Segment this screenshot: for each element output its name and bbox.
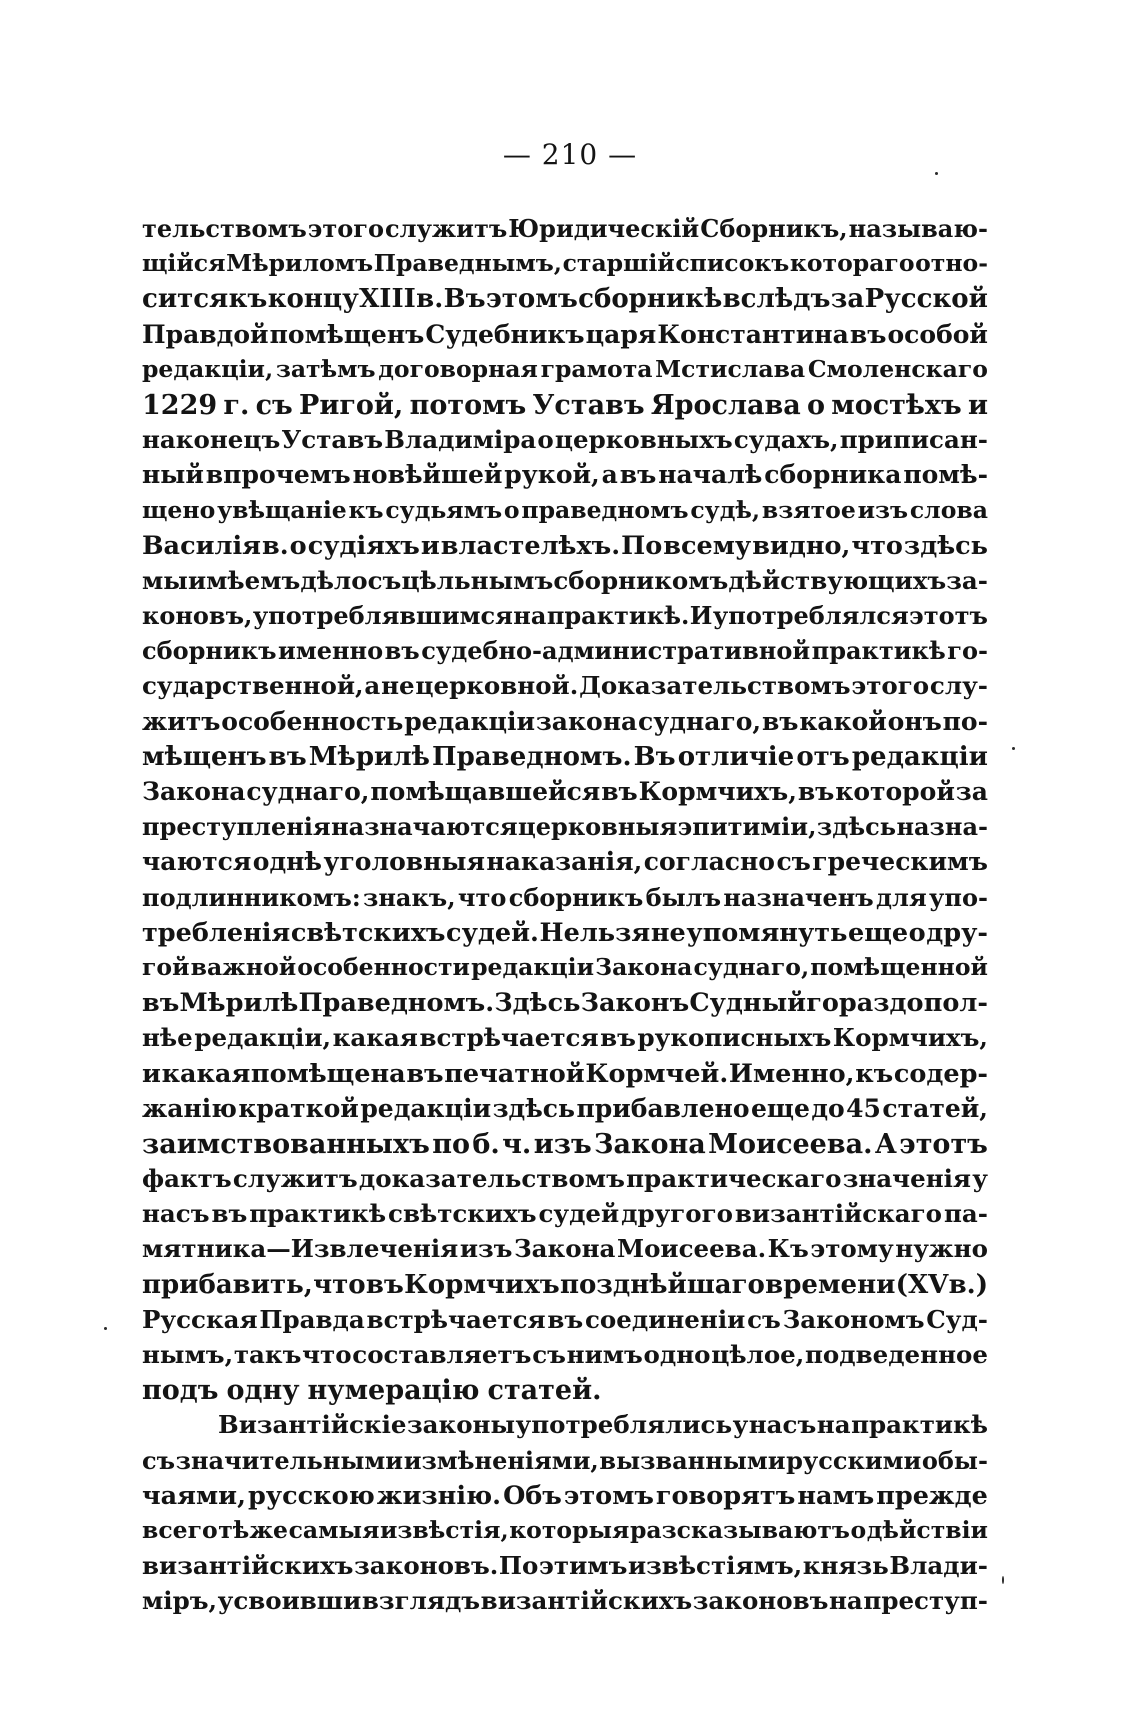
text-line: сится къ концу XIII в. Въ этомъ сборникѣ вслѣдъ за Русской	[142, 284, 988, 315]
text-line: щено увѣщаніе къ судьямъ о праведномъ судѣ, взятое изъ слова	[142, 495, 988, 524]
text-line: чаями, русскою жизнію. Объ этомъ говорятъ намъ прежде	[142, 1480, 988, 1511]
text-line: прибавить, что въ Кормчихъ позднѣйшаго времени (XV в.)	[142, 1269, 988, 1300]
text-line: гой важной особенности редакціи Закона суднаго, помѣщенной	[142, 952, 988, 981]
text-line: подлинникомъ: знакъ, что сборникъ былъ назначенъ для упо-	[142, 882, 988, 912]
text-line: ный впрочемъ новѣйшей рукой, а въ началѣ сборника помѣ-	[142, 460, 988, 490]
text-line: жанію краткой редакціи здѣсь прибавлено еще до 45 статей,	[142, 1093, 988, 1123]
print-speck	[1002, 1576, 1004, 1584]
text-line: преступленія назначаются церковныя эпитиміи, здѣсь назна-	[142, 812, 988, 842]
text-line: съ значительными измѣненіями, вызванными русскими обы-	[142, 1445, 988, 1475]
text-line: сударственной, а не церковной. Доказательствомъ этого слу-	[142, 671, 988, 701]
text-line: наконецъ Уставъ Владиміра о церковныхъ судахъ, приписан-	[142, 425, 988, 455]
text-line: тельствомъ этого служитъ Юридическій Сборникъ, называю-	[142, 214, 988, 243]
text-line: чаются однѣ уголовныя наказанія, согласно съ греческимъ	[142, 847, 988, 877]
text-line: Правдой помѣщенъ Судебникъ царя Константина въ особой	[142, 319, 988, 349]
text-line: насъ въ практикѣ свѣтскихъ судей другого византійскаго па-	[142, 1199, 988, 1229]
text-line: мы имѣемъ дѣло съ цѣльнымъ сборникомъ дѣйствующихъ за-	[142, 565, 988, 595]
text-line: нѣе редакціи, какая встрѣчается въ рукописныхъ Кормчихъ,	[142, 1023, 988, 1053]
text-line: редакціи, затѣмъ договорная грамота Мстислава Смоленскаго	[142, 354, 988, 383]
body-text	[142, 214, 988, 1622]
text-line: 1229 г. съ Ригой, потомъ Уставъ Ярослава о мостѣхъ и	[142, 389, 988, 421]
text-line: фактъ служитъ доказательствомъ практическаго значенія у	[142, 1164, 988, 1194]
text-line: мятника—Извлеченія изъ Закона Моисеева. Къ этому нужно	[142, 1234, 988, 1264]
print-speck	[1012, 747, 1015, 750]
text-line: заимствованныхъ по б. ч. изъ Закона Моисеева. А этотъ	[142, 1128, 988, 1160]
text-line: коновъ, употреблявшимся на практикѣ. И употреблялся этотъ	[142, 601, 988, 631]
text-line: міръ, усвоивши взглядъ византійскихъ законовъ на преступ-	[142, 1586, 988, 1616]
text-line: сборникъ именно въ судебно-административной практикѣ го-	[142, 636, 988, 666]
text-line: подъ одну нумерацію статей.	[142, 1375, 602, 1407]
text-line: въ Мѣрилѣ Праведномъ. Здѣсь Законъ Судный гораздо пол-	[142, 988, 988, 1019]
text-line: Византійскіе законы употреблялись у насъ на практикѣ	[218, 1410, 988, 1440]
text-line: требленія свѣтскихъ судей. Нельзя не упомянуть еще о дру-	[142, 917, 988, 948]
text-line: всего тѣже самыя извѣстія, которыя разсказываютъ о дѣйствіи	[142, 1515, 988, 1544]
text-line: византійскихъ законовъ. По этимъ извѣстіямъ, князь Влади-	[142, 1551, 988, 1581]
text-line: нымъ, такъ что составляетъ съ нимъ одно цѣлое, подведенное	[142, 1340, 988, 1369]
text-line: мѣщенъ въ Мѣрилѣ Праведномъ. Въ отличіе отъ редакціи	[142, 741, 988, 772]
text-line: Русская Правда встрѣчается въ соединеніи съ Закономъ Суд-	[142, 1304, 988, 1334]
print-speck	[104, 1327, 107, 1330]
text-line: щійся Мѣриломъ Праведнымъ, старшій списокъ котораго отно-	[142, 249, 988, 278]
text-line: житъ особенность редакціи закона суднаго, въ какой онъ по-	[142, 706, 988, 736]
page-number: — 210 —	[502, 138, 638, 171]
print-speck	[935, 172, 938, 175]
text-line: Василія в. о судіяхъ и властелѣхъ. По всему видно, что здѣсь	[142, 530, 988, 561]
text-line: и какая помѣщена въ печатной Кормчей. Именно, къ содер-	[142, 1058, 988, 1089]
text-line: Закона суднаго, помѣщавшейся въ Кормчихъ, въ которой за	[142, 777, 988, 806]
